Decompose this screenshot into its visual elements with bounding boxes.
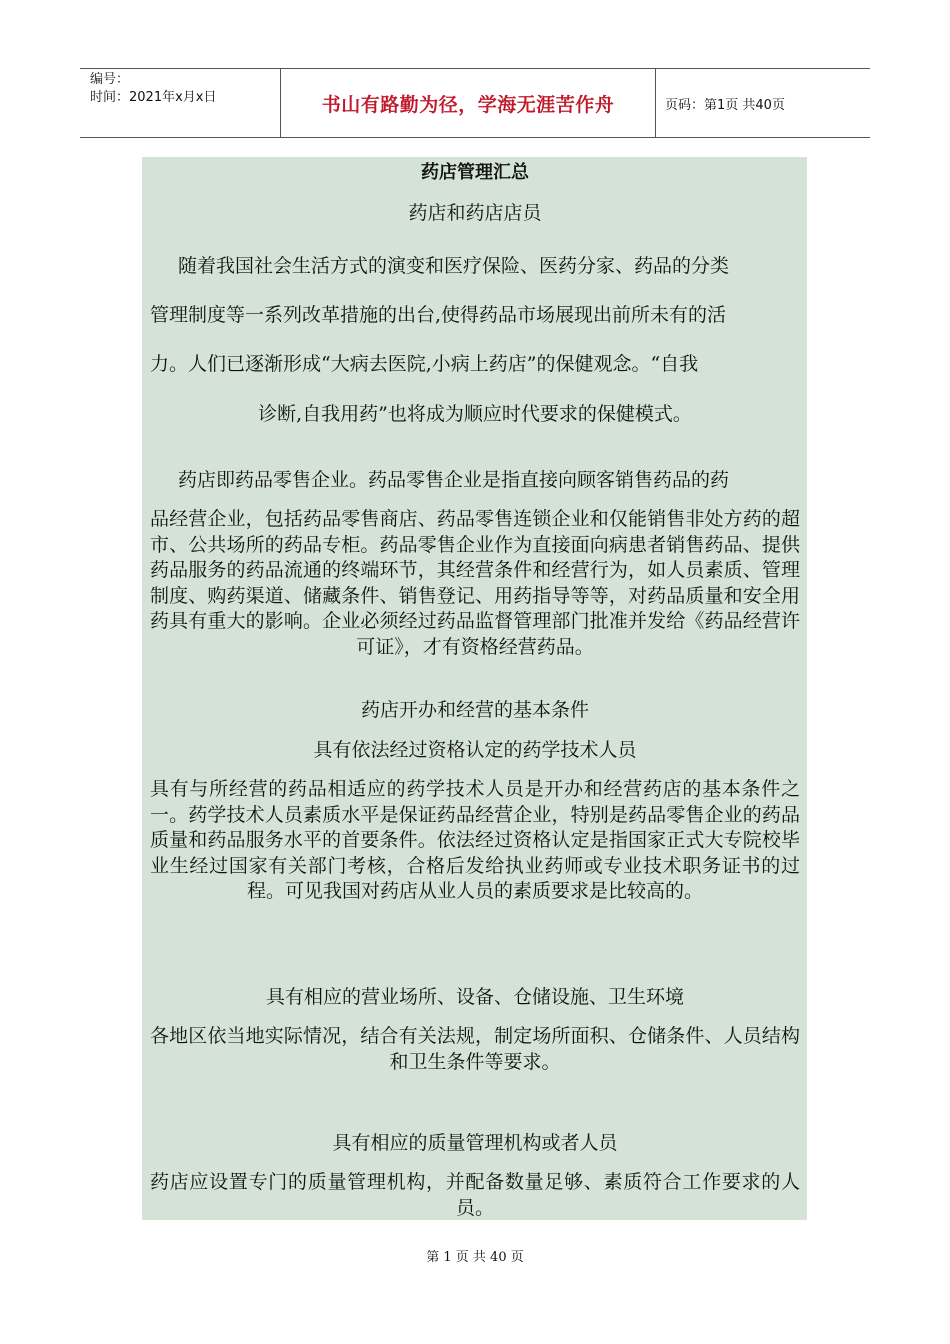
section-heading-quality: 具有相应的质量管理机构或者人员 bbox=[332, 1132, 618, 1154]
header-meta bbox=[80, 69, 281, 137]
section-heading-pharmacy: 药店和药店店员 bbox=[408, 202, 542, 224]
page-header bbox=[80, 68, 870, 138]
section-heading-premises: 具有相应的营业场所、设备、仓储设施、卫生环境 bbox=[265, 986, 684, 1008]
definition-line-1: 药店即药品零售企业。药品零售企业是指直接向顾客销售药品的药 bbox=[178, 469, 730, 491]
premises-paragraph: 各地区依当地实际情况，结合有关法规，制定场所面积、仓储条件、人员结构和卫生条件等要求。 bbox=[150, 1025, 800, 1073]
staff-paragraph: 具有与所经营的药品相适应的药学技术人员是开办和经营药店的基本条件之一。药学技术人员素质水平是保证药品经营企业，特别是药品零售企业的药品质量和药品服务水平的首要条件。依法经过资格认定是指国家正式大专院校毕业生经过国家有关部门考核，合格后发给执业药师或专业技术职务证书的过程。可见我国对药店从业人员的素质要求是比较高的。 bbox=[150, 778, 800, 902]
header-motto: 书山有路勤为径，学海无涯苦作舟 bbox=[281, 69, 656, 137]
header-page-info: 页码：第1页 共40页 bbox=[665, 97, 785, 113]
definition-paragraph: 品经营企业，包括药品零售商店、药品零售连锁企业和仅能销售非处方药的超市、公共场所的药品专柜。药品零售企业作为直接面向病患者销售药品、提供药品服务的药品流通的终端环节，其经营条件和经营行为，如人员素质、管理制度、购药渠道、储藏条件、销售登记、用药指导等等，对药品质量和安全用药具有重大的影响。企业必须经过药品监督管理部门批准并发给《药品经营许可证》，才有资格经营药品。 bbox=[150, 508, 800, 658]
document-time-label: 时间：2021年x月x日 bbox=[90, 90, 217, 105]
intro-line-2: 管理制度等一系列改革措施的出台,使得药品市场展现出前所未有的活 bbox=[150, 304, 727, 326]
document-title: 药店管理汇总 bbox=[421, 162, 529, 183]
intro-line-3: 力。人们已逐渐形成“大病去医院,小病上药店”的保健观念。“自我 bbox=[150, 353, 699, 375]
intro-line-4: 诊断,自我用药”也将成为顺应时代要求的保健模式。 bbox=[258, 403, 692, 425]
intro-line-1: 随着我国社会生活方式的演变和医疗保险、医药分家、药品的分类 bbox=[178, 255, 730, 277]
section-heading-staff: 具有依法经过资格认定的药学技术人员 bbox=[313, 739, 637, 761]
section-heading-conditions: 药店开办和经营的基本条件 bbox=[360, 699, 589, 721]
quality-paragraph: 药店应设置专门的质量管理机构，并配备数量足够、素质符合工作要求的人员。 bbox=[150, 1171, 800, 1219]
document-number-label: 编号： bbox=[90, 72, 130, 87]
document-body bbox=[142, 157, 807, 1220]
page-footer: 第 1 页 共 40 页 bbox=[426, 1250, 524, 1265]
